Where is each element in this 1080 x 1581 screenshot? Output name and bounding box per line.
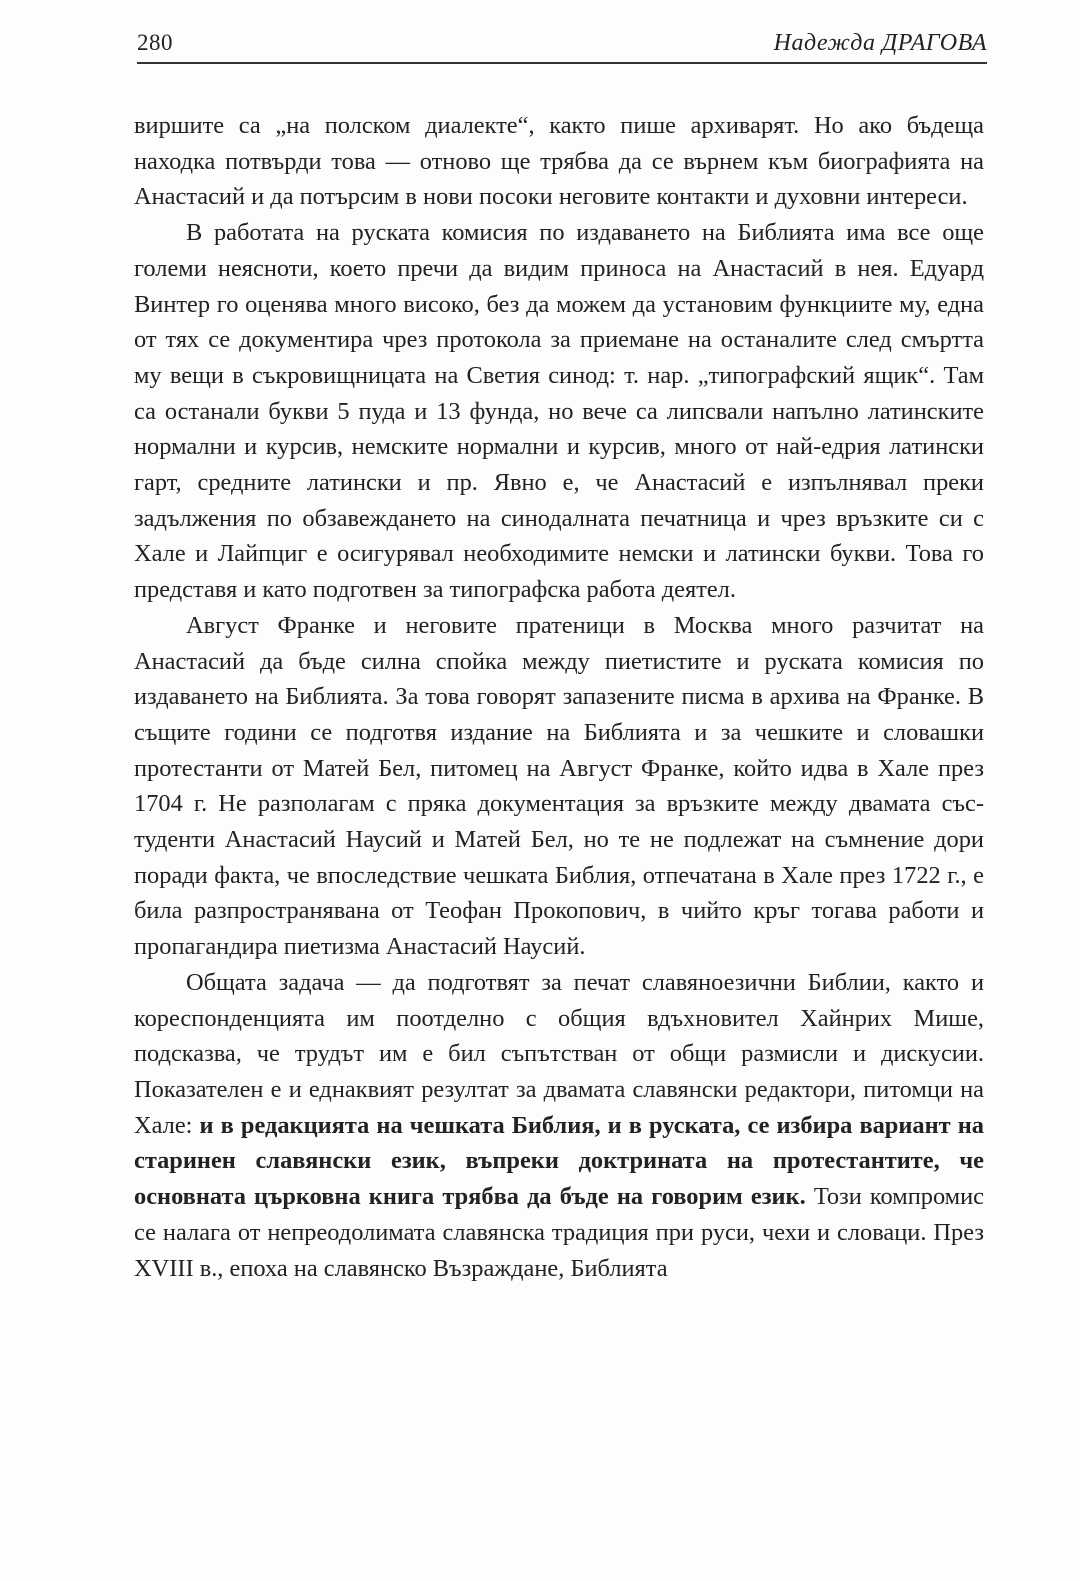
page-number: 280 xyxy=(137,30,173,55)
running-header xyxy=(137,26,987,64)
paragraph-3: Август Франке и неговите пратеници в Москва много разчитат на Анастасий да бъде силна спойка между пиетистите и руската комисия по издаването на Библията. За това говорят запазените писма в архива на Франке. В същите години се подготвя издание на Библията и за чешките и словашки протестанти от Матей Бел, питомец на Август Франке, който идва в Хале през 1704 г. Не разполагам с пряка документация за връзките между двамата състуденти Анастасий Наусий и Матей Бел, но те не подлежат на съмнение дори поради факта, че впоследствие чешката Библия, отпечатана в Хале през 1722 г., е била разпространявана от Теофан Прокопович, в чийто кръг тогава работи и пропагандира пиетизма Анастасий Наусий. xyxy=(134,611,984,961)
paragraph-2: В работата на руската комисия по издаването на Библията има все още големи неясноти, което пречи да видим приноса на Анастасий в нея. Едуард Винтер го оценява много високо, без да можем да установим функциите му, една от тях се документира чрез протокола за приемане на останалите след смъртта му вещи в съкровищницата на Светия синод: т. нар. „типографский ящик“. Там са останали букви 5 пуда и 13 фунда, но вече са липсвали напълно латинските нормални и курсив, немските нормални и курсив, много от най-едрия латински гарт, средните латински и пр. Явно е, че Анастасий е изпълнявал преки задължения по обзавеждането на синодалната печатница и чрез връзките си с Хале и Лайпциг е осигурявал необходимите немски и латински букви. Това го представя и като подготвен за типографска работа деятел. xyxy=(134,219,984,604)
paragraph-1: виршите са „на полском диалекте“, както пише архиварят. Но ако бъдеща находка потвърди това — отново ще трябва да се върнем към биографията на Анастасий и да потърсим в нови посоки неговите контакти и духовни интереси. xyxy=(134,112,984,211)
paragraph-4 xyxy=(134,965,984,1286)
paragraph-4-lead: Общата задача — да подготвят за печат славяноезични Библии, както и кореспонденцията им поотделно с общия вдъхновител Хайнрих Мише, подсказва, че трудът им е бил съпътстван от общи размисли и дискусии. Показателен е и еднаквият резултат за двамата славянски редактори, питомци на Хале: xyxy=(134,968,984,1139)
paragraph-4-emphasis: и в редакцията на чешката Библия, и в руската, се избира вариант на старинен славянски език, въпреки доктрината на протестантите, че основната църковна книга трябва да бъде на говорим език. xyxy=(134,1111,984,1211)
body-text xyxy=(134,108,984,1286)
paragraph-4-tail: Този компромис се налага от непреодолимата славянска традиция при руси, чехи и словаци. През XVIII в., епоха на славянско Възраждане, Библията xyxy=(134,1183,984,1282)
running-title: Надежда ДРАГОВА xyxy=(773,30,987,56)
